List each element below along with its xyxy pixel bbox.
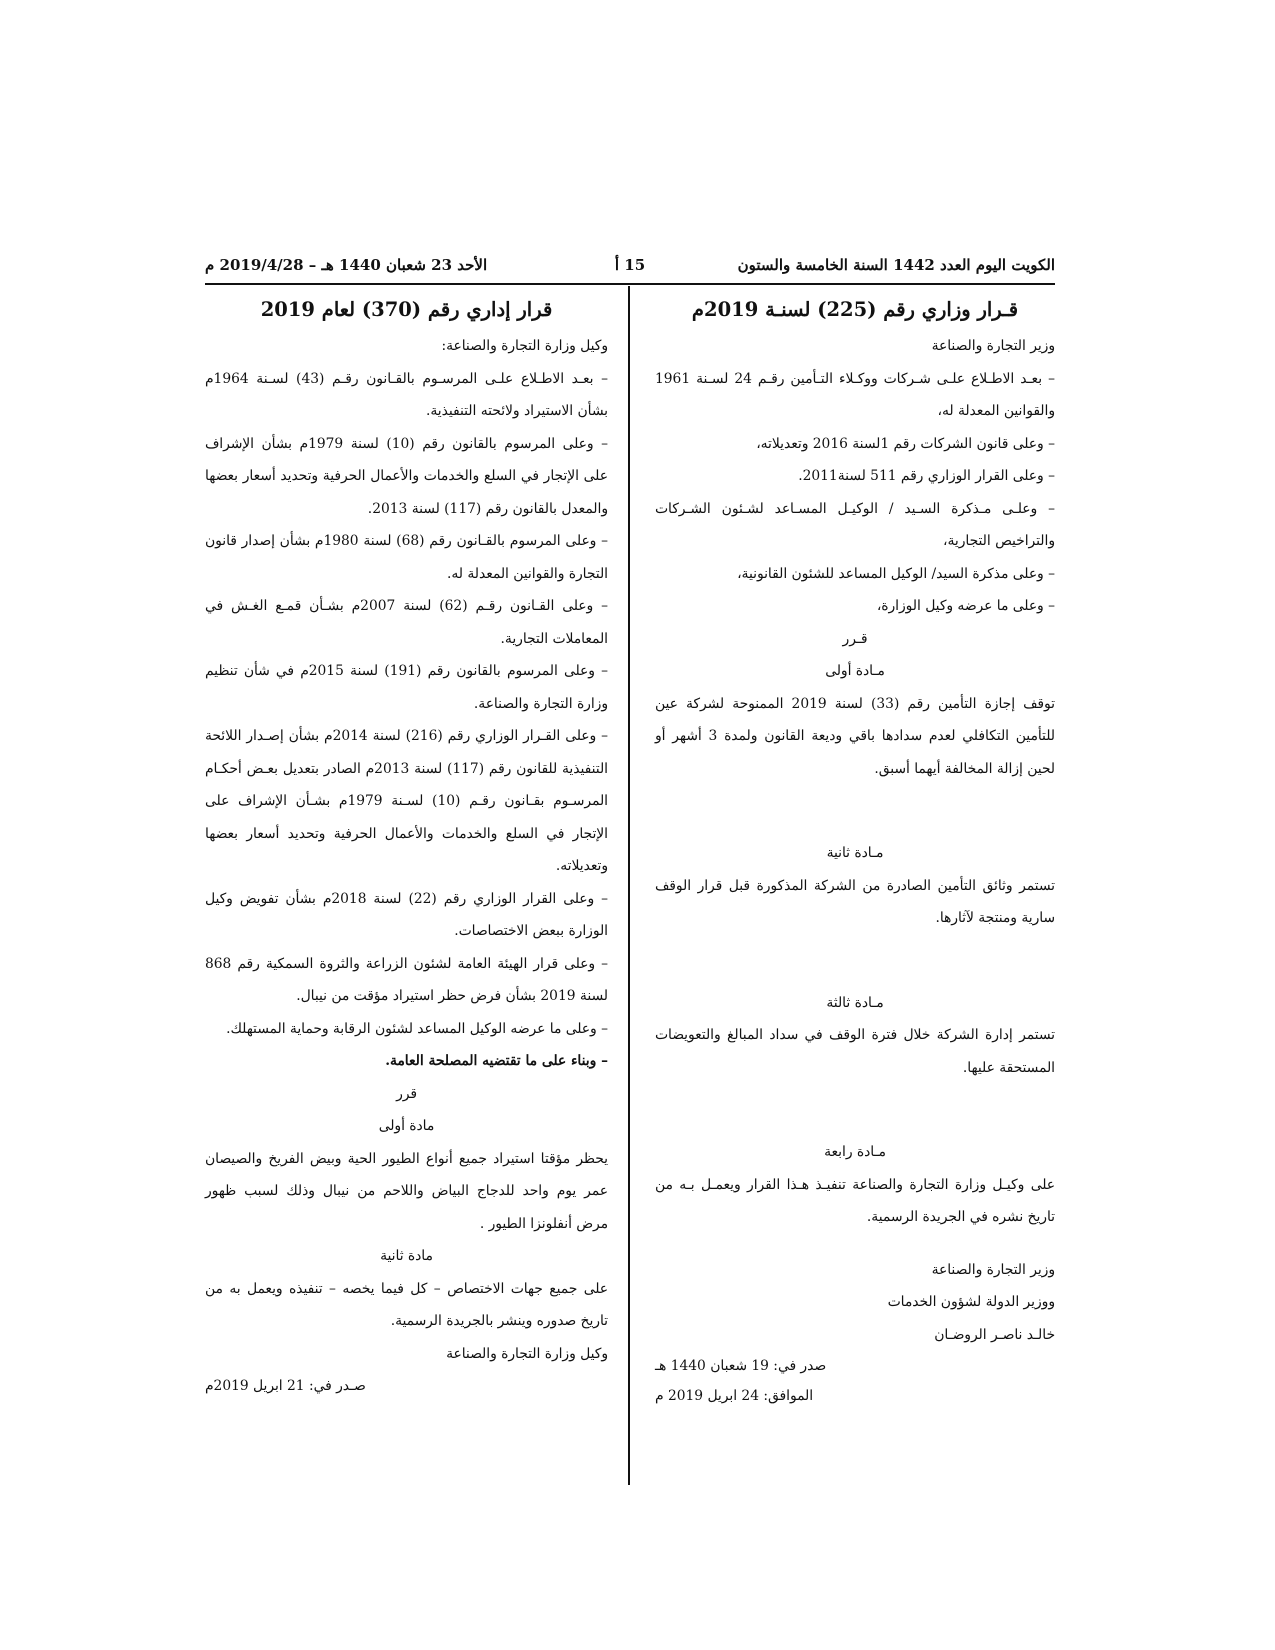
recital: – وعلى ما عرضه وكيل الوزارة، (876, 598, 1055, 614)
signature-block (655, 1254, 1055, 1352)
corresponding-date: الموافق: 24 ابريل 2019 م (655, 1388, 814, 1404)
article-text: توقف إجازة التأمين رقم (33) لسنة 2019 الممنوحة لشركة عين للتأمين التكافلي لعدم سدادها باقي وديعة القانون ولمدة 3 أشهر أو لحين إزالة المخالفة أيهما أسبق. (655, 695, 1055, 777)
issued-date: صـدر في: 21 ابريل 2019م (205, 1378, 366, 1394)
recital: – وعلى مذكرة السيد/ الوكيل المساعد للشئون القانونية، (737, 565, 1055, 582)
gazette-page (205, 250, 1055, 1485)
decided-heading: قـرر (842, 630, 868, 647)
decision-225-title: قـرار وزاري رقم (225) لسنـة 2019م (691, 298, 1019, 321)
recital: – بعـد الاطـلاع علـى المرسـوم بالقـانون رقـم (43) لسـنة 1964م بشأن الاستيراد ولائحته التنفيذية. (205, 370, 608, 419)
decision-370-column (205, 296, 608, 1403)
article-text: على جميع جهات الاختصاص – كل فيما يخصه – تنفيذه ويعمل به من تاريخ صدوره وينشر بالجريدة الرسمية. (205, 1280, 608, 1329)
header-date: الأحد 23 شعبان 1440 هـ – 2019/4/28 م (205, 256, 488, 274)
signatory-line: وزير التجارة والصناعة (931, 1261, 1055, 1278)
header-rule (205, 283, 1055, 285)
issued-date: صدر في: 19 شعبان 1440 هـ (655, 1358, 827, 1374)
recital: – وعلى المرسوم بالقانون رقم (10) لسنة 1979م بشأن الإشراف على الإتجار في السلع والخدمات والأعمال الحرفية وتحديد أسعار بعضها والمعدل بالقانون رقم (117) لسنة 2013. (205, 435, 608, 517)
recital: – وعلى قانون الشركات رقم 1لسنة 2016 وتعديلاته، (756, 435, 1055, 452)
article-heading: مـادة رابعة (824, 1144, 886, 1160)
issue-dates (655, 1351, 1055, 1411)
recital: – وعلى القـانون رقـم (62) لسنة 2007م بشـأن قمـع الغـش في المعاملات التجارية. (205, 598, 608, 647)
article-text: تستمر إدارة الشركة خلال فترة الوقف في سداد المبالغ والتعويضات المستحقة عليها. (655, 1027, 1055, 1076)
article-heading: مـادة أولى (825, 663, 885, 679)
article-heading: مـادة ثانية (826, 845, 884, 861)
article-text: على وكيـل وزارة التجارة والصناعة تنفيـذ هـذا القرار ويعمـل بـه من تاريخ نشره في الجريدة الرسمية. (655, 1176, 1055, 1225)
recital: – بعـد الاطـلاع علـى شـركات ووكـلاء التـأمين رقـم 24 لسـنة 1961 والقوانين المعدلة له، (655, 370, 1055, 419)
recital: – وعلى قرار الهيئة العامة لشئون الزراعة والثروة السمكية رقم 868 لسنة 2019 بشأن فرض حظر استيراد مؤقت من نيبال. (205, 955, 608, 1004)
recital: – وعلى المرسوم بالقـانون رقم (68) لسنة 1980م بشأن إصدار قانون التجارة والقوانين المعدلة له. (205, 533, 608, 582)
article-heading: مادة أولى (378, 1118, 435, 1134)
article-heading: مـادة ثالثة (826, 994, 884, 1011)
recital: – وعلى ما عرضه الوكيل المساعد لشئون الرقابة وحماية المستهلك. (226, 1020, 608, 1037)
decision-370-title: قرار إداري رقم (370) لعام 2019 (260, 298, 553, 321)
decided-heading: قرر (396, 1085, 417, 1102)
signatory-line: وكيل وزارة التجارة والصناعة (446, 1345, 608, 1362)
article-text: تستمر وثائق التأمين الصادرة من الشركة المذكورة قبل قرار الوقف سارية ومنتجة لآثارها. (655, 877, 1055, 926)
column-divider (628, 286, 630, 1485)
recital: – وعلى القرار الوزاري رقم 511 لسنة2011. (798, 468, 1055, 484)
signatory-line: ووزير الدولة لشؤون الخدمات (887, 1294, 1055, 1310)
recital: – وعلى القـرار الوزاري رقم (216) لسنة 2014م بشأن إصـدار اللائحة التنفيذية للقانون رقم (117) لسنة 2013م الصادر بتعديل بعـض أحكـام المرسـوم بقـانون رقـم (10) لسـنة 1979م بشـأن الإشراف على الإتجار في السلع والخدمات والأعمال الحرفية وتحديد أسعار بعضها وتعديلاته. (205, 728, 608, 874)
header-publication: الكويت اليوم العدد 1442 السنة الخامسة والستون (737, 256, 1055, 274)
article-heading: مادة ثانية (380, 1248, 433, 1264)
header-page-number: 15 أ (614, 256, 646, 274)
decision-225-intro: وزير التجارة والصناعة (931, 338, 1055, 354)
recital: – وعلى القرار الوزاري رقم (22) لسنة 2018م بشأن تفويض وكيل الوزارة ببعض الاختصاصات. (205, 890, 608, 939)
recital: – وعلـى مـذكرة السـيد / الوكيـل المسـاعد لشـئون الشـركات والتراخيص التجارية، (655, 500, 1055, 549)
decision-225-column (655, 296, 1055, 1411)
page-header (205, 250, 1055, 280)
signatory-name: خالـد ناصـر الروضـان (934, 1326, 1055, 1343)
article-text: يحظر مؤقتا استيراد جميع أنواع الطيور الحية وبيض الفريخ والصيصان عمر يوم واحد للدجاج البياض واللاحم من نيبال وذلك لسبب ظهور مرض أنفلونزا الطيور . (205, 1150, 608, 1232)
decision-370-intro: وكيل وزارة التجارة والصناعة: (441, 338, 608, 354)
recital: – وبناء على ما تقتضيه المصلحة العامة. (385, 1053, 608, 1069)
recital: – وعلى المرسوم بالقانون رقم (191) لسنة 2015م في شأن تنظيم وزارة التجارة والصناعة. (205, 663, 609, 712)
